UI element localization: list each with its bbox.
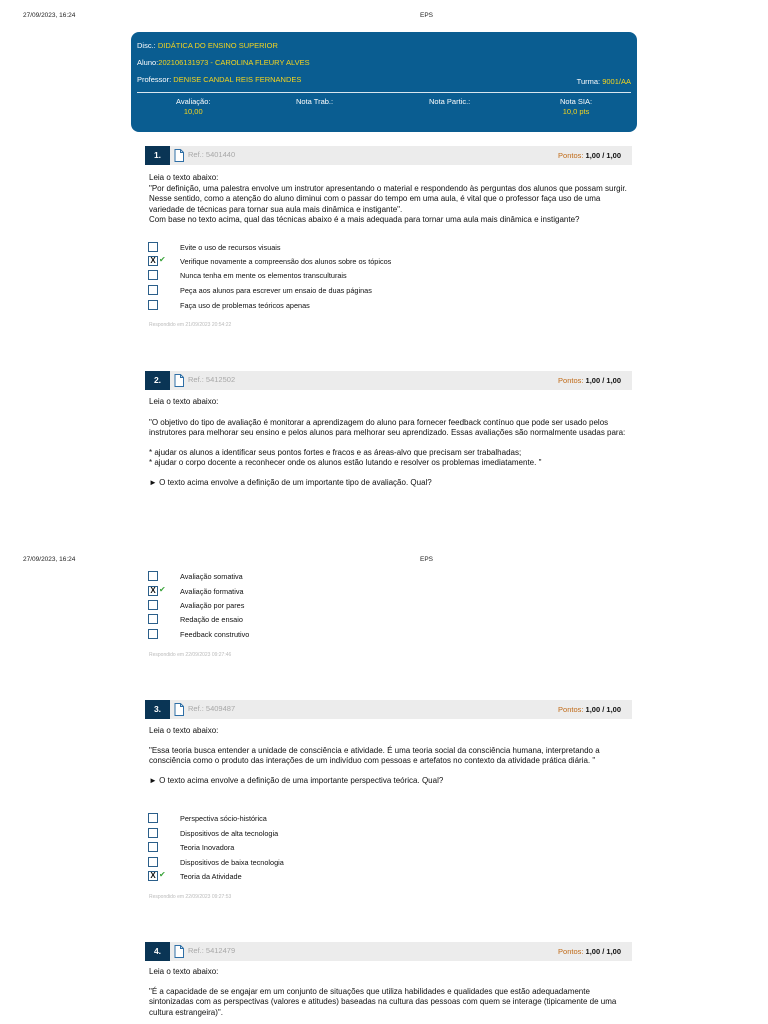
answered-timestamp: Respondido em 21/09/2023 20:54:22 <box>149 322 232 328</box>
aluno-line: Aluno:202106131973 - CAROLINA FLEURY ALVES <box>137 58 310 67</box>
grade-nota-sia: Nota SIA: 10,0 pts <box>560 97 593 116</box>
turma: Turma: 9001/AA <box>576 77 631 86</box>
professor-line: Professor: DENISE CANDAL REIS FERNANDES <box>137 75 302 84</box>
question-text: Leia o texto abaixo: "O objetivo do tipo de avaliação é monitorar a aprendizagem do aluno para fornecer feedback contínuo que pode ser usado pelos instrutores para melhorar seu ensino e pelos alunos para melhorar seu aprendizado. Essas avaliações são normalmente usadas para: * ajudar os alunos a identificar seus pontos fortes e fracos e as áreas-alvo que precisam ser trabalhadas; * ajudar o corpo docente a reconhecer onde os alunos estão lutando e resolver os problemas imediatamente. " ► O texto acima envolve a definição de um importante tipo de avaliação. Qual? <box>149 397 626 487</box>
question-ref: Ref.: 5409487 <box>188 704 236 713</box>
print-site: EPS <box>420 556 434 563</box>
option-checkbox[interactable] <box>148 828 158 838</box>
aluno-value: 202106131973 - CAROLINA FLEURY ALVES <box>158 58 310 67</box>
question-ref: Ref.: 5412479 <box>188 946 236 955</box>
question-ref: Ref.: 5401440 <box>188 150 236 159</box>
grade-avaliacao: Avaliação: 10,00 <box>176 97 211 116</box>
document-icon[interactable] <box>174 374 184 387</box>
question-number: 3. <box>145 700 170 719</box>
option-checkbox[interactable] <box>148 242 158 252</box>
question-points: Pontos: 1,00 / 1,00 <box>558 705 621 714</box>
question-number: 2. <box>145 371 170 390</box>
question-number: 1. <box>145 146 170 165</box>
correct-check-icon: ✔ <box>159 255 166 264</box>
answered-timestamp: Respondido em 22/09/2023 09:27:53 <box>149 894 232 900</box>
print-date: 27/09/2023, 16:24 <box>23 12 76 19</box>
option-checkbox[interactable] <box>148 270 158 280</box>
print-header <box>0 556 768 568</box>
option-checkbox[interactable] <box>148 813 158 823</box>
question-header <box>145 146 632 165</box>
print-site: EPS <box>420 12 434 19</box>
grade-nota-partic: Nota Partic.: <box>429 97 471 106</box>
question-points: Pontos: 1,00 / 1,00 <box>558 151 621 160</box>
question-header <box>145 700 632 719</box>
document-icon[interactable] <box>174 945 184 958</box>
document-icon[interactable] <box>174 703 184 716</box>
question-points: Pontos: 1,00 / 1,00 <box>558 947 621 956</box>
question-text: Leia o texto abaixo: "Essa teoria busca entender a unidade de consciência e atividade. É uma teoria social da consciência humana, interpretando a consciência como o produto das interações de um indivíduo com pessoas e artefatos no contexto da atividade prática diária. " ► O texto acima envolve a definição de uma importante perspectiva teórica. Qual? <box>149 726 600 785</box>
turma-value: 9001/AA <box>602 77 631 86</box>
question-text: Leia o texto abaixo: "É a capacidade de se engajar em um conjunto de situações que utiliza habilidades e qualidades que estão adequadamente sintonizadas com as perspectivas (valores e atitudes) baseadas na cultura das pessoas com quem se interage (tipicamente de uma cultura estrangeira)". <box>149 967 617 1017</box>
option-checkbox[interactable] <box>148 629 158 639</box>
question-header <box>145 371 632 390</box>
professor-value: DENISE CANDAL REIS FERNANDES <box>173 75 302 84</box>
info-divider <box>137 92 631 93</box>
question-number: 4. <box>145 942 170 961</box>
course-info-box <box>131 32 637 132</box>
question-ref: Ref.: 5412502 <box>188 375 236 384</box>
question-text: Leia o texto abaixo: "Por definição, uma palestra envolve um instrutor apresentando o material e respondendo às perguntas dos alunos que possam surgir. Nesse sentido, como a atenção do aluno diminui com o passar do tempo em uma aula, é vital que o professor faça uso de uma variedade de técnicas para tornar sua aula mais dinâmica e instigante". Com base no texto acima, qual das técnicas abaixo é a mais adequada para tornar uma aula mais dinâmica e instigante? <box>149 173 627 224</box>
correct-check-icon: ✔ <box>159 870 166 879</box>
document-icon[interactable] <box>174 149 184 162</box>
option-checkbox[interactable] <box>148 600 158 610</box>
print-header <box>0 12 768 24</box>
question-header <box>145 942 632 961</box>
grade-nota-trab: Nota Trab.: <box>296 97 334 106</box>
answered-timestamp: Respondido em 22/09/2023 09:27:46 <box>149 652 232 658</box>
correct-check-icon: ✔ <box>159 585 166 594</box>
option-checkbox[interactable] <box>148 857 158 867</box>
option-checkbox[interactable] <box>148 300 158 310</box>
option-checkbox[interactable] <box>148 571 158 581</box>
option-checkbox[interactable] <box>148 285 158 295</box>
option-checkbox[interactable]: X <box>148 586 158 596</box>
option-checkbox[interactable]: X <box>148 871 158 881</box>
option-checkbox[interactable] <box>148 614 158 624</box>
disc-line: Disc.: DIDÁTICA DO ENSINO SUPERIOR <box>137 41 278 50</box>
option-checkbox[interactable] <box>148 842 158 852</box>
disc-value: DIDÁTICA DO ENSINO SUPERIOR <box>157 41 278 50</box>
print-date: 27/09/2023, 16:24 <box>23 556 76 563</box>
question-points: Pontos: 1,00 / 1,00 <box>558 376 621 385</box>
option-checkbox[interactable]: X <box>148 256 158 266</box>
